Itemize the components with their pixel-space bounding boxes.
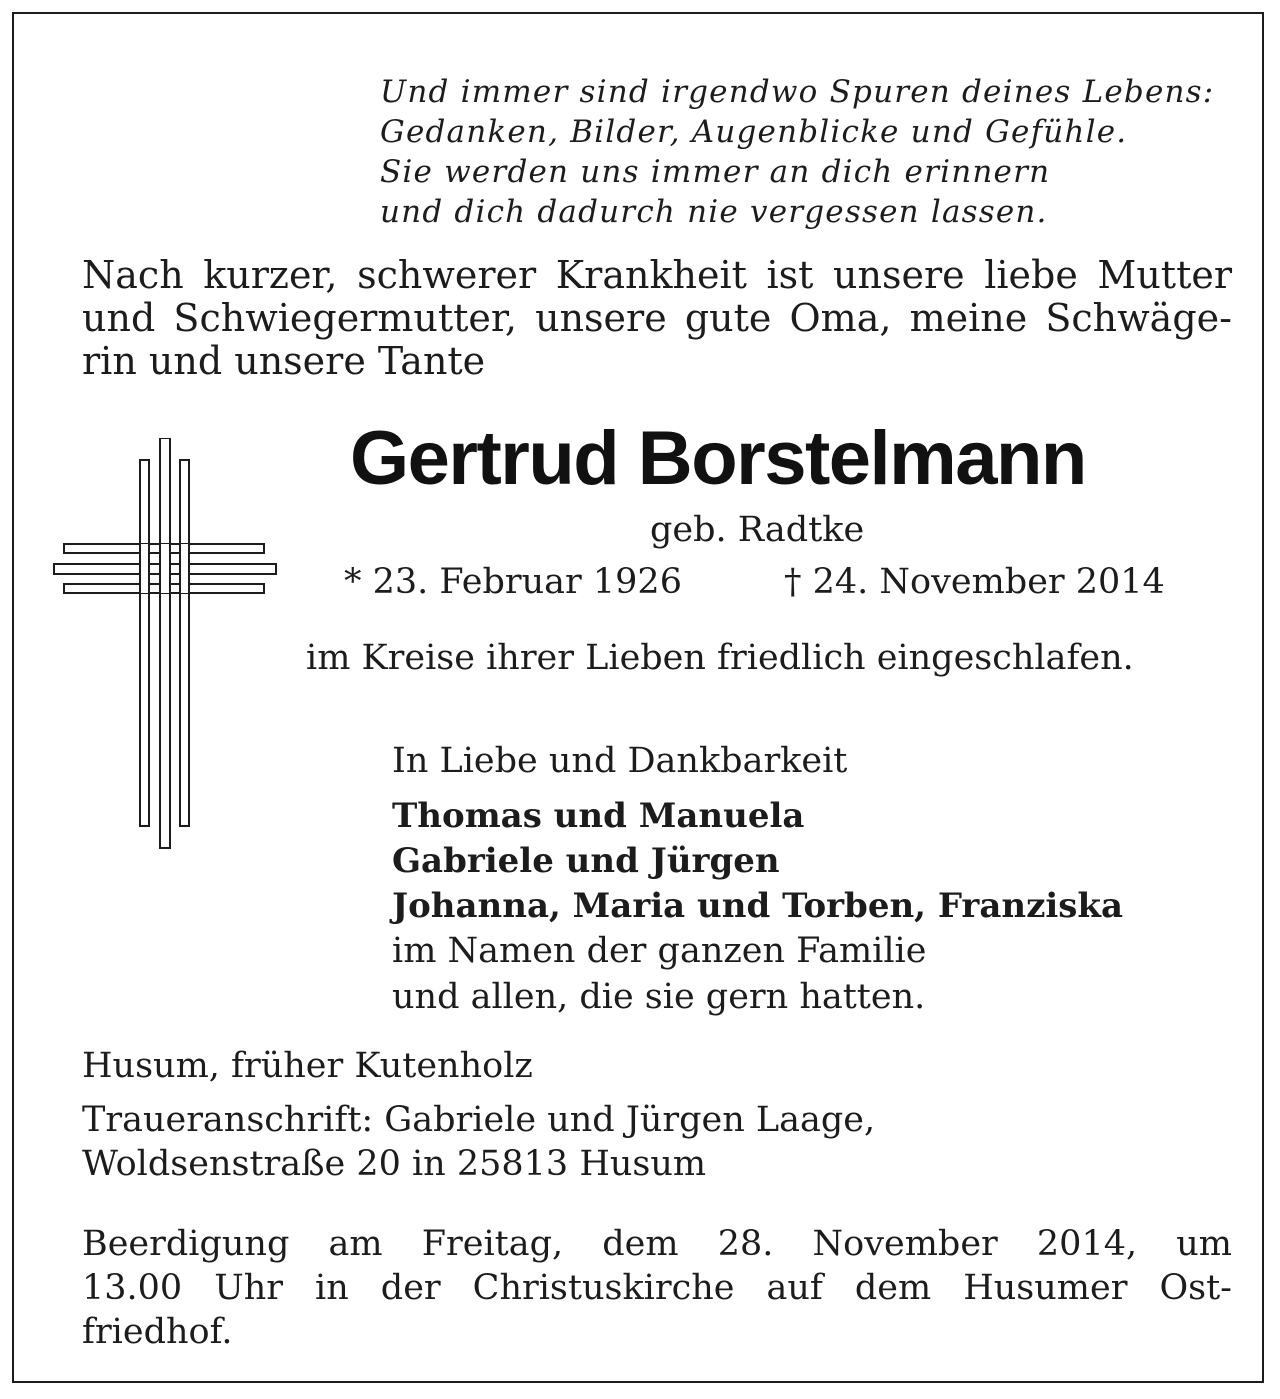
intro-line: rin und unsere Tante (82, 339, 486, 383)
mourner-line: Thomas und Manuela (392, 796, 805, 836)
address-line: Traueranschrift: Gabriele und Jürgen Laage, (82, 1100, 876, 1140)
funeral-line: 13.00 Uhr in der Christuskirche auf dem Husumer Ost- (82, 1268, 1232, 1308)
funeral-notice (82, 1222, 1232, 1354)
poem-line: Und immer sind irgendwo Spuren deines Lebens: (380, 74, 1215, 110)
cross-icon (52, 438, 278, 850)
poem-verse (380, 72, 1214, 232)
closing-line: und allen, die sie gern hatten. (392, 977, 926, 1017)
obituary-frame (12, 12, 1264, 1383)
passing-statement: im Kreise ihrer Lieben friedlich eingeschlafen. (306, 638, 1134, 678)
poem-line: Sie werden uns immer an dich erinnern (380, 154, 1051, 190)
poem-line: und dich dadurch nie vergessen lassen. (380, 194, 1048, 230)
funeral-line: Beerdigung am Freitag, dem 28. November 2014, um (82, 1224, 1232, 1264)
mourning-address (82, 1098, 875, 1186)
intro-line: Nach kurzer, schwerer Krankheit ist unsere liebe Mutter (82, 253, 1232, 297)
mourners-heading: In Liebe und Dankbarkeit (392, 741, 848, 781)
closing-line: im Namen der ganzen Familie (392, 931, 927, 971)
birth-date: * 23. Februar 1926 (344, 562, 682, 602)
address-line: Woldsenstraße 20 in 25813 Husum (82, 1144, 707, 1184)
intro-text (82, 254, 1232, 383)
place-line: Husum, früher Kutenholz (82, 1046, 533, 1086)
mourner-line: Johanna, Maria und Torben, Franziska (392, 886, 1124, 926)
intro-line: und Schwiegermutter, unsere gute Oma, meine Schwäge- (82, 296, 1232, 340)
funeral-line: friedhof. (82, 1312, 233, 1352)
maiden-name: geb. Radtke (650, 510, 865, 550)
mourner-line: Gabriele und Jürgen (392, 841, 780, 881)
mourners-closing (392, 928, 926, 1020)
mourners-names (392, 794, 1123, 929)
poem-line: Gedanken, Bilder, Augenblicke und Gefühle. (380, 114, 1128, 150)
deceased-name: Gertrud Borstelmann (350, 416, 1086, 501)
death-date: † 24. November 2014 (784, 562, 1165, 602)
